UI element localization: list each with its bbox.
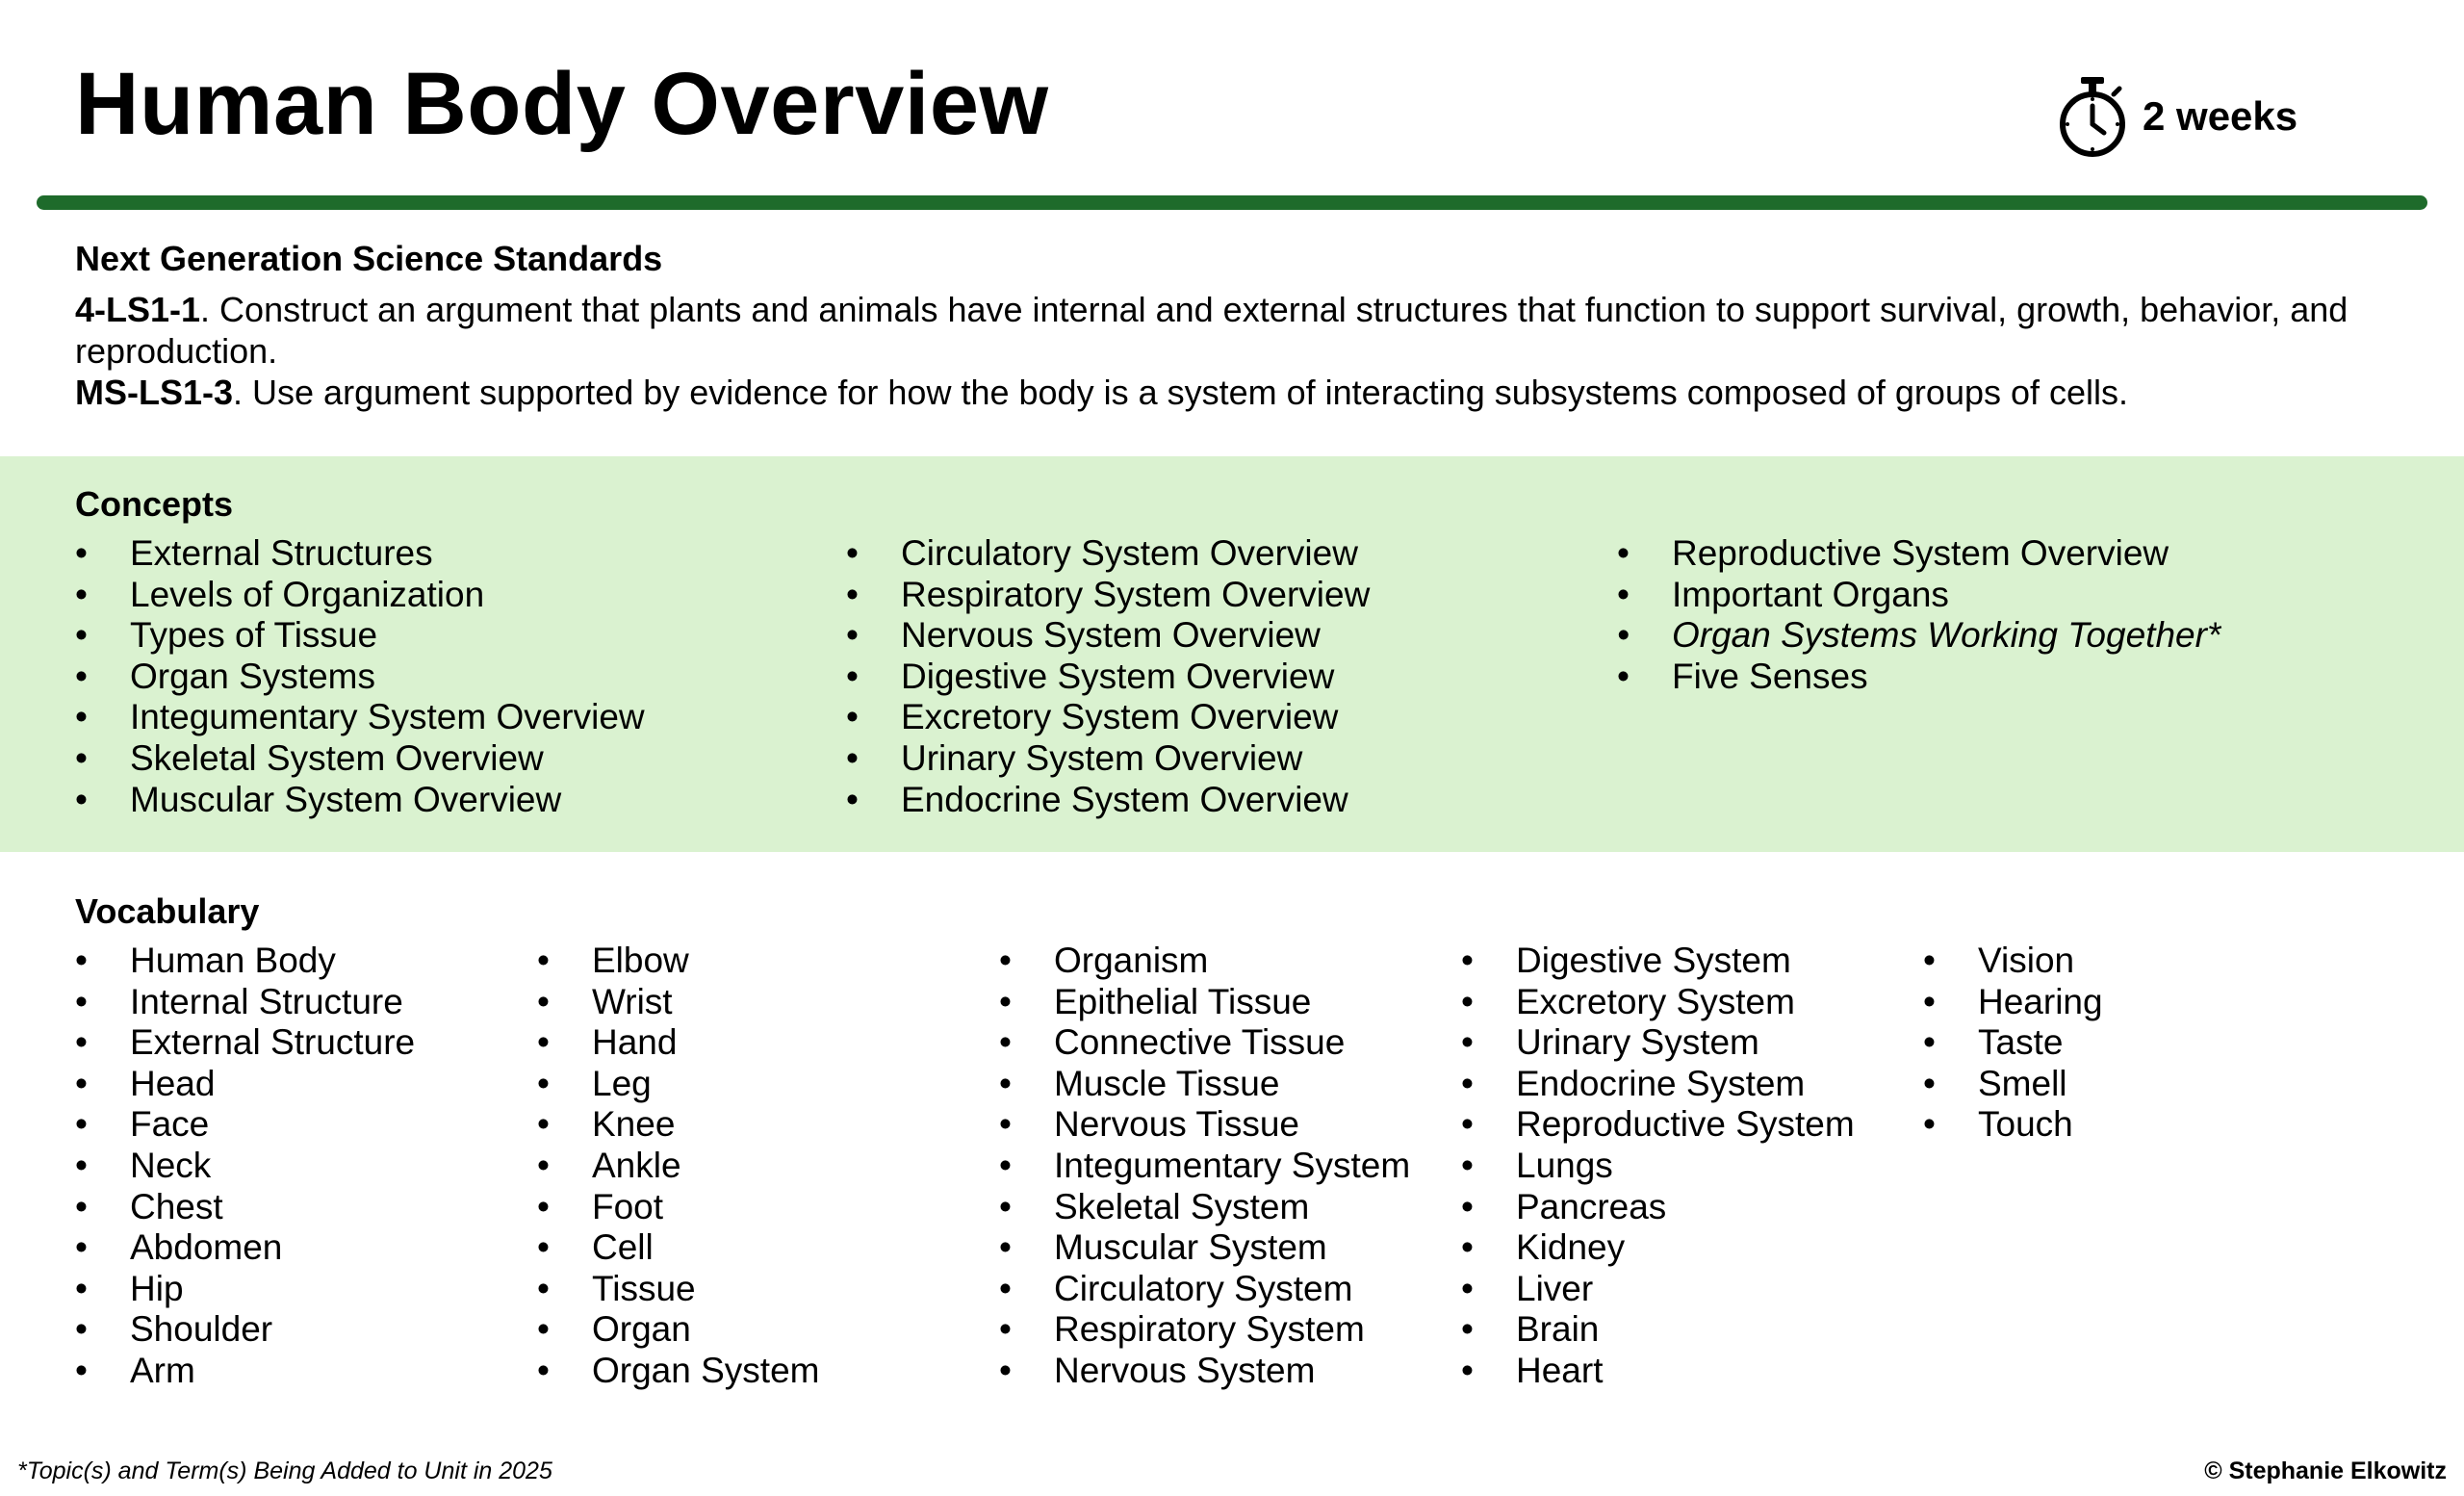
- list-item: • Cell: [537, 1227, 819, 1269]
- list-item: • Muscle Tissue: [999, 1064, 1410, 1105]
- list-item: • Endocrine System: [1461, 1064, 1855, 1105]
- list-item: • Hand: [537, 1022, 819, 1064]
- list-item: • Skeletal System Overview: [75, 738, 645, 780]
- list-item: • Head: [75, 1064, 415, 1105]
- concepts-column: [1617, 533, 2220, 697]
- copyright: © Stephanie Elkowitz: [2204, 1457, 2447, 1484]
- list-item: • Organ: [537, 1309, 819, 1351]
- list-item: • Levels of Organization: [75, 575, 645, 616]
- list-item: • Chest: [75, 1187, 415, 1228]
- list-item: • Urinary System: [1461, 1022, 1855, 1064]
- list-item: • Nervous Tissue: [999, 1104, 1410, 1146]
- list-item: • Taste: [1923, 1022, 2103, 1064]
- vocabulary-heading: Vocabulary: [75, 891, 260, 931]
- list-item: • Muscular System: [999, 1227, 1410, 1269]
- standards-list: [75, 289, 2404, 413]
- list-item: • Heart: [1461, 1351, 1855, 1392]
- list-item: • Circulatory System Overview: [846, 533, 1370, 575]
- list-item: • Circulatory System: [999, 1269, 1410, 1310]
- list-item: • Lungs: [1461, 1146, 1855, 1187]
- list-item: • Urinary System Overview: [846, 738, 1370, 780]
- list-item: • Hip: [75, 1269, 415, 1310]
- vocabulary-column: [75, 941, 415, 1392]
- list-item: • Skeletal System: [999, 1187, 1410, 1228]
- standard-item: [75, 372, 2404, 413]
- concepts-heading: Concepts: [75, 484, 234, 524]
- list-item: • Muscular System Overview: [75, 780, 645, 821]
- list-item: • Organ System: [537, 1351, 819, 1392]
- list-item: • Reproductive System: [1461, 1104, 1855, 1146]
- list-item: • Nervous System: [999, 1351, 1410, 1392]
- list-item: • Endocrine System Overview: [846, 780, 1370, 821]
- list-item: • Reproductive System Overview: [1617, 533, 2220, 575]
- list-item: • Important Organs: [1617, 575, 2220, 616]
- list-item: • Arm: [75, 1351, 415, 1392]
- list-item: • Organ Systems: [75, 657, 645, 698]
- footnote: *Topic(s) and Term(s) Being Added to Unit in 2025: [17, 1457, 552, 1484]
- list-item: • Nervous System Overview: [846, 615, 1370, 657]
- list-item: • Integumentary System Overview: [75, 697, 645, 738]
- list-item: • Shoulder: [75, 1309, 415, 1351]
- list-item: • Connective Tissue: [999, 1022, 1410, 1064]
- vocabulary-column: [1461, 941, 1855, 1392]
- list-item: • Leg: [537, 1064, 819, 1105]
- list-item: • Integumentary System: [999, 1146, 1410, 1187]
- list-item: • Excretory System Overview: [846, 697, 1370, 738]
- concepts-column: [75, 533, 645, 820]
- list-item: • Respiratory System Overview: [846, 575, 1370, 616]
- standard-code: MS-LS1-3: [75, 373, 234, 412]
- list-item: • Brain: [1461, 1309, 1855, 1351]
- duration-badge: [2056, 75, 2297, 158]
- list-item: • Ankle: [537, 1146, 819, 1187]
- list-item: • Wrist: [537, 982, 819, 1023]
- standard-code: 4-LS1-1: [75, 290, 201, 329]
- header-divider: [37, 195, 2427, 210]
- standards-heading: Next Generation Science Standards: [75, 239, 663, 278]
- list-item: • Touch: [1923, 1104, 2103, 1146]
- list-item: • Five Senses: [1617, 657, 2220, 698]
- list-item: • Types of Tissue: [75, 615, 645, 657]
- standard-text: . Use argument supported by evidence for how the body is a system of interacting subsystems composed of groups of cells.: [233, 373, 2129, 412]
- stopwatch-icon: [2056, 75, 2129, 158]
- page-title: Human Body Overview: [75, 55, 1049, 153]
- list-item: • Digestive System: [1461, 941, 1855, 982]
- concepts-column: [846, 533, 1370, 820]
- list-item: • Internal Structure: [75, 982, 415, 1023]
- list-item: • Knee: [537, 1104, 819, 1146]
- list-item: • Epithelial Tissue: [999, 982, 1410, 1023]
- list-item: • Pancreas: [1461, 1187, 1855, 1228]
- vocabulary-column: [537, 941, 819, 1392]
- duration-label: 2 weeks: [2143, 93, 2298, 139]
- list-item: • Kidney: [1461, 1227, 1855, 1269]
- list-item: • Elbow: [537, 941, 819, 982]
- list-item: • External Structure: [75, 1022, 415, 1064]
- list-item: • External Structures: [75, 533, 645, 575]
- list-item: • Organ Systems Working Together*: [1617, 615, 2220, 657]
- list-item: • Liver: [1461, 1269, 1855, 1310]
- standard-item: [75, 289, 2404, 372]
- list-item: • Abdomen: [75, 1227, 415, 1269]
- list-item: • Respiratory System: [999, 1309, 1410, 1351]
- list-item: • Smell: [1923, 1064, 2103, 1105]
- list-item: • Organism: [999, 941, 1410, 982]
- list-item: • Vision: [1923, 941, 2103, 982]
- list-item: • Human Body: [75, 941, 415, 982]
- list-item: • Foot: [537, 1187, 819, 1228]
- vocabulary-column: [999, 941, 1410, 1392]
- standard-text: . Construct an argument that plants and animals have internal and external structures that function to support survival, growth, behavior, and reproduction.: [75, 290, 2348, 371]
- list-item: • Hearing: [1923, 982, 2103, 1023]
- list-item: • Face: [75, 1104, 415, 1146]
- list-item: • Digestive System Overview: [846, 657, 1370, 698]
- list-item: • Neck: [75, 1146, 415, 1187]
- list-item: • Excretory System: [1461, 982, 1855, 1023]
- vocabulary-column: [1923, 941, 2103, 1146]
- list-item: • Tissue: [537, 1269, 819, 1310]
